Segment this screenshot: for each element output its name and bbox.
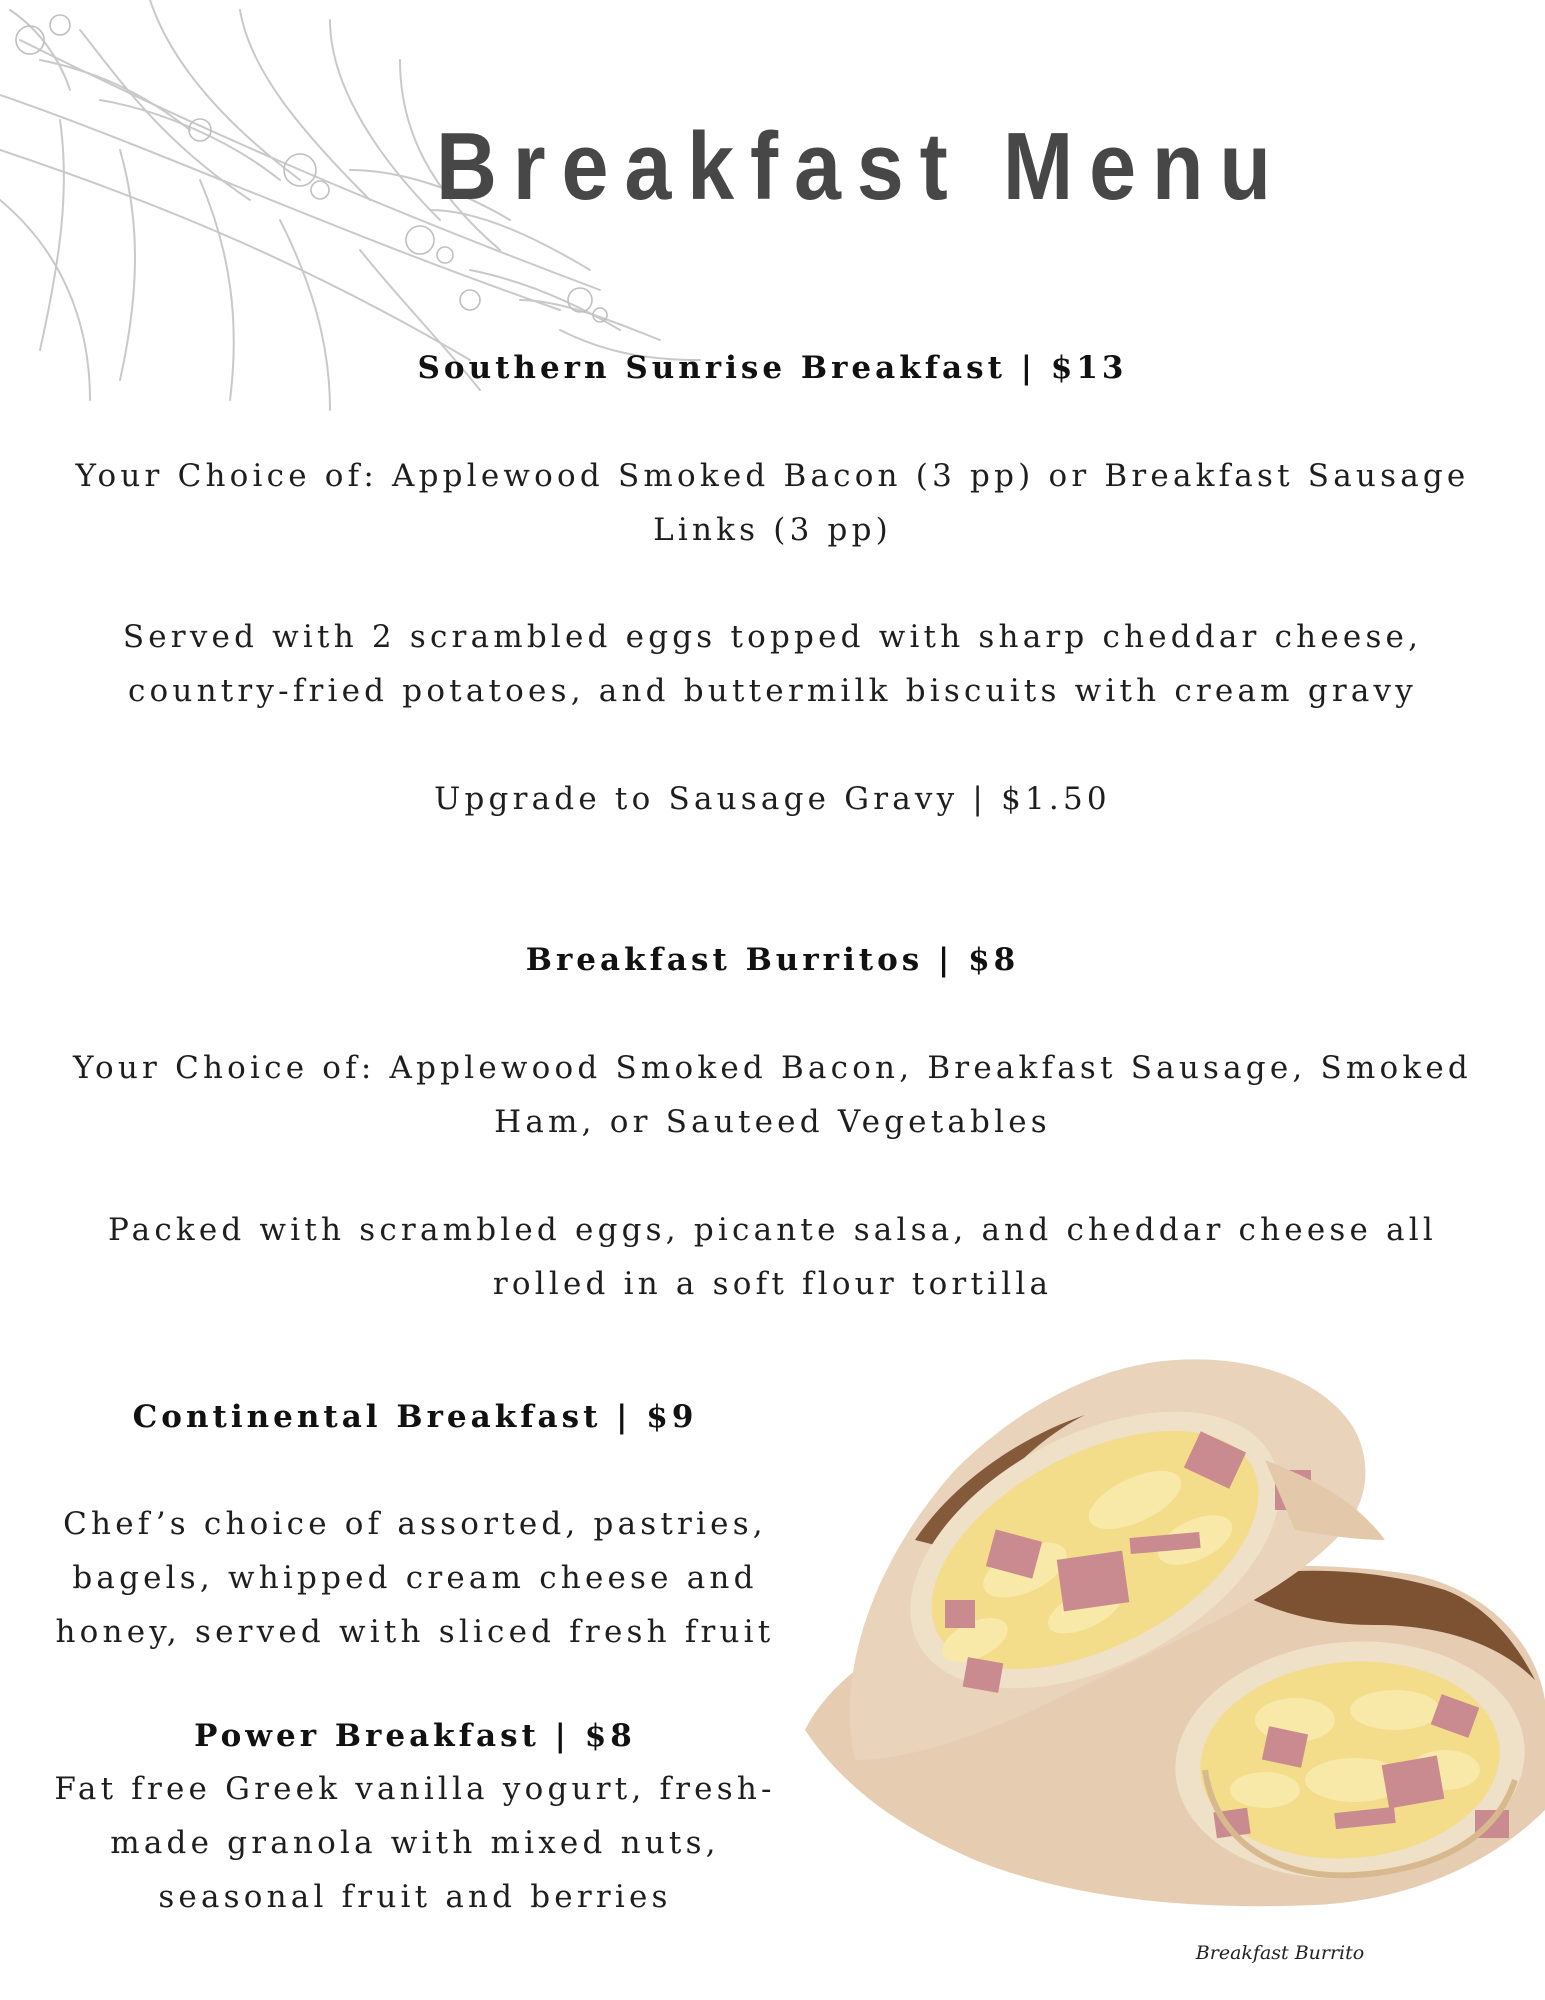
page-title: Breakfast Menu (435, 113, 1287, 220)
continental-heading: Continental Breakfast | $9 (132, 1399, 698, 1435)
power-description: Fat free Greek vanilla yogurt, fresh-made granola with mixed nuts, seasonal fruit and berries (54, 1771, 776, 1915)
continental-description: Chef’s choice of assorted, pastries, bagels, whipped cream cheese and honey, served with sliced fresh fruit (55, 1506, 775, 1650)
southern-sunrise-heading: Southern Sunrise Breakfast | $13 (417, 350, 1128, 386)
burritos-heading: Breakfast Burritos | $8 (525, 942, 1020, 978)
photo-caption: Breakfast Burrito (1195, 1942, 1365, 1964)
breakfast-burrito-photo (795, 1340, 1545, 1920)
burritos-choice: Your Choice of: Applewood Smoked Bacon, Breakfast Sausage, Smoked Ham, or Sauteed Vegetables (73, 1050, 1472, 1140)
power-heading: Power Breakfast | $8 (194, 1718, 636, 1754)
southern-sunrise-choice: Your Choice of: Applewood Smoked Bacon (3 pp) or Breakfast Sausage Links (3 pp) (75, 458, 1470, 548)
southern-sunrise-description: Served with 2 scrambled eggs topped with sharp cheddar cheese, country-fried potatoes, and buttermilk biscuits with cream gravy (122, 619, 1423, 709)
burritos-description: Packed with scrambled eggs, picante salsa, and cheddar cheese all rolled in a soft flour tortilla (107, 1212, 1437, 1302)
southern-sunrise-upgrade: Upgrade to Sausage Gravy | $1.50 (434, 781, 1111, 817)
